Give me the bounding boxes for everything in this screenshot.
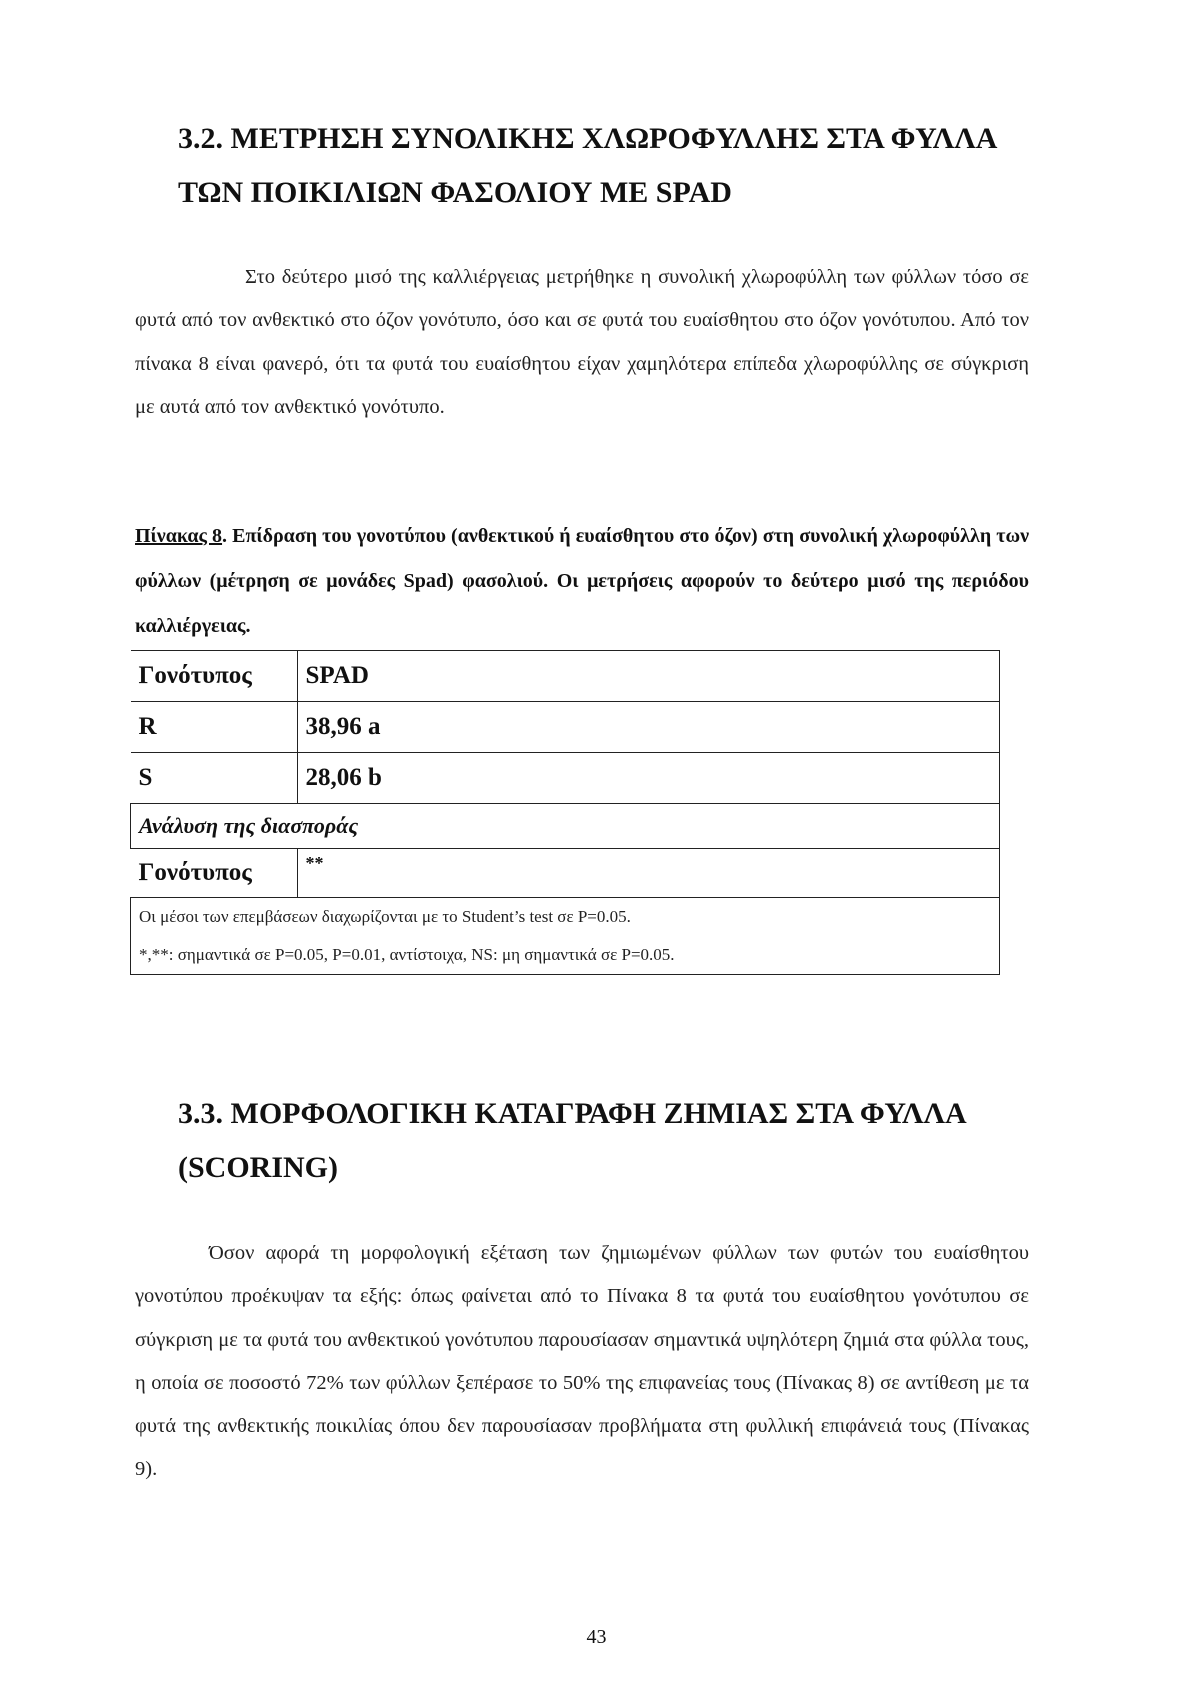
table-caption — [135, 514, 1029, 649]
table-header-row — [131, 651, 1000, 702]
spad-cell: 28,06 b — [297, 753, 1000, 804]
section-heading-3-3: 3.3. ΜΟΡΦΟΛΟΓΙΚΗ ΚΑΤΑΓΡΑΦΗ ΖΗΜΙΑΣ ΣΤΑ ΦΥΛΛΑ (SCORING) — [178, 1097, 966, 1184]
anova-significance: ** — [297, 849, 1000, 898]
table-notes-row — [131, 898, 1000, 975]
header-spad: SPAD — [297, 651, 1000, 702]
genotype-cell: R — [131, 702, 298, 753]
table-caption-text: . Επίδραση του γονοτύπου (ανθεκτικού ή ευαίσθητου στο όζον) στη συνολική χλωροφύλλη των φύλλων (μέτρηση σε μονάδες Spad) φασολιού. Οι μετρήσεις αφορούν το δεύτερο μισό της περιόδου καλλιέργειας. — [135, 525, 1030, 637]
header-genotype: Γονότυπος — [131, 651, 298, 702]
table-row — [131, 702, 1000, 753]
section-3-3-paragraph: Όσον αφορά τη μορφολογική εξέταση των ζημιωμένων φύλλων των φυτών του ευαίσθητου γονοτύπου προέκυψαν τα εξής: όπως φαίνεται από το Πίνακα 8 τα φυτά του ευαίσθητου γονότυπου σε σύγκριση με τα φυτά του ανθεκτικού γονότυπου παρουσίασαν σημαντικά υψηλότερη ζημιά στα φύλλα τους, η οποία σε ποσοστό 72% των φύλλων ξεπέρασε το 50% της επιφανείας τους (Πίνακας 8) σε αντίθεση με τα φυτά της ανθεκτικής ποικιλίας όπου δεν παρουσίασαν προβλήματα στη φυλλική επιφάνειά τους (Πίνακας 9). — [135, 1242, 1029, 1481]
table-note: *,**: σημαντικά σε P=0.05, P=0.01, αντίστοιχα, NS: μη σημαντικά σε P=0.05. — [139, 945, 675, 964]
spad-cell: 38,96 a — [297, 702, 1000, 753]
anova-factor: Γονότυπος — [131, 849, 298, 898]
section-3-2-paragraph: Στο δεύτερο μισό της καλλιέργειας μετρήθηκε η συνολική χλωροφύλλη των φύλλων τόσο σε φυτά από τον ανθεκτικό στο όζον γονότυπο, όσο και σε φυτά του ευαίσθητου στο όζον γονότυπου. Από τον πίνακα 8 είναι φανερό, ότι τα φυτά του ευαίσθητου είχαν χαμηλότερα επίπεδα χλωροφύλλης σε σύγκριση με αυτά από τον ανθεκτικό γονότυπο. — [135, 266, 1029, 418]
anova-genotype-row — [131, 849, 1000, 898]
table-caption-label: Πίνακας 8 — [135, 525, 223, 547]
section-heading-3-2: 3.2. ΜΕΤΡΗΣΗ ΣΥΝΟΛΙΚΗΣ ΧΛΩΡΟΦΥΛΛΗΣ ΣΤΑ ΦΥΛΛΑ ΤΩΝ ΠΟΙΚΙΛΙΩΝ ΦΑΣΟΛΙΟΥ ΜΕ SPAD — [178, 122, 996, 209]
anova-label-row — [131, 804, 1000, 849]
genotype-cell: S — [131, 753, 298, 804]
results-table — [130, 650, 1000, 975]
table-notes — [131, 898, 1000, 975]
anova-label: Ανάλυση της διασποράς — [131, 804, 1000, 849]
page-number: 43 — [586, 1626, 607, 1648]
table-row — [131, 753, 1000, 804]
table-note: Οι μέσοι των επεμβάσεων διαχωρίζονται με το Student’s test σε P=0.05. — [139, 907, 631, 926]
